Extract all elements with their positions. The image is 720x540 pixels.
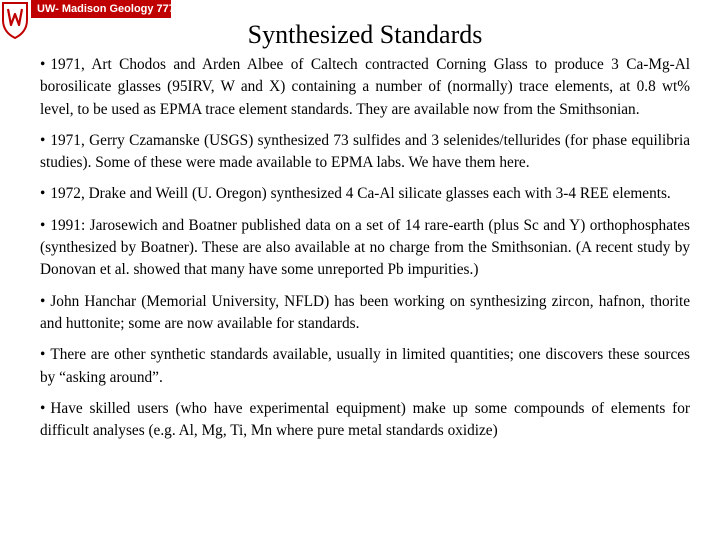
bullet-marker: • (40, 346, 46, 364)
bullet-list (40, 54, 690, 451)
bullet-text: 1971, Art Chodos and Arden Albee of Caltech contracted Corning Glass to produce 3 Ca-Mg-Al borosilicate glasses (95IRV, W and X) containing a number of (normally) trace elements, at 0.8 wt% level, to be used as EPMA trace element standards. They are available now from the Smithsonian. (40, 56, 690, 118)
bullet-text: There are other synthetic standards available, usually in limited quantities; one discovers these sources by “asking around”. (40, 346, 690, 386)
bullet-text: Have skilled users (who have experimental equipment) make up some compounds of elements for difficult analyses (e.g. Al, Mg, Ti, Mn where pure metal standards oxidize) (40, 399, 690, 440)
bullet-item (40, 183, 690, 205)
bullet-marker: • (40, 185, 46, 203)
bullet-text: 1991: Jarosewich and Boatner published data on a set of 14 rare-earth (plus Sc and Y) orthophosphates (synthesized by Boatner). These are also available at no charge from the Smithsonian. (A recent study by Donovan et al. showed that many have some unreported Pb impurities.) (40, 216, 690, 279)
bullet-item (40, 215, 690, 282)
bullet-text: John Hanchar (Memorial University, NFLD) has been working on synthesizing zircon, hafnon, thorite and huttonite; some are now available for standards. (40, 292, 690, 332)
bullet-marker: • (40, 216, 46, 234)
bullet-text: 1972, Drake and Weill (U. Oregon) synthesized 4 Ca-Al silicate glasses each with 3-4 REE elements. (50, 185, 671, 203)
bullet-marker: • (40, 292, 46, 310)
bullet-marker: • (40, 56, 46, 73)
bullet-item (40, 398, 690, 443)
bullet-marker: • (40, 131, 46, 149)
bullet-item (40, 130, 690, 175)
course-badge: UW- Madison Geology 777 (31, 0, 171, 18)
bullet-marker: • (40, 399, 46, 417)
bullet-item (40, 291, 690, 336)
bullet-item (40, 344, 690, 389)
bullet-item (40, 54, 690, 121)
bullet-text: 1971, Gerry Czamanske (USGS) synthesized 73 sulfides and 3 selenides/tellurides (for phase equilibria studies). Some of these were made available to EPMA labs. We have them here. (40, 131, 690, 172)
slide-title: Synthesized Standards (247, 20, 483, 49)
